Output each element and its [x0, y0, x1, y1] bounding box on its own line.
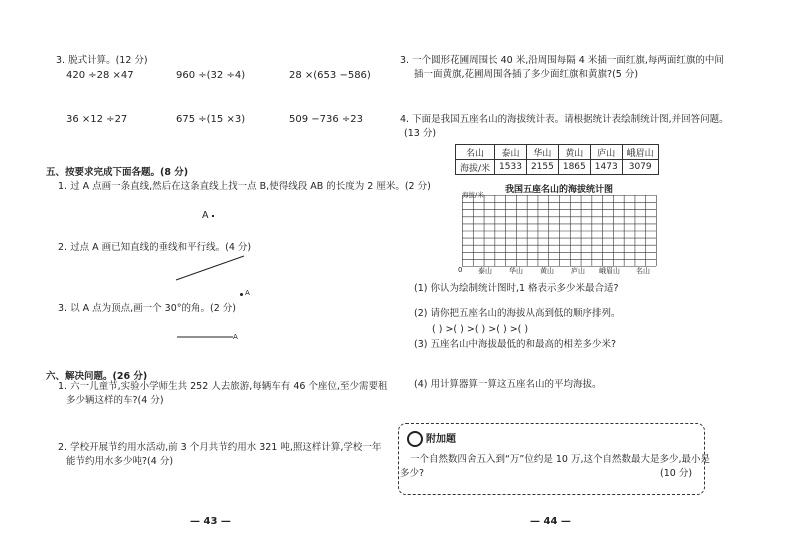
point-a-label: A — [202, 210, 209, 221]
r-q3-line1: 3. 一个圆形花圃周围长 40 米,沿周围每隔 4 米插一面红旗,每两面红旗的中间 — [400, 55, 724, 66]
q3-title: 3. 脱式计算。(12 分) — [56, 55, 148, 66]
table-cell: 泰山 — [495, 145, 527, 160]
section6-title: 六、解决问题。(26 分) — [46, 371, 148, 382]
page-number-left: — 43 — — [190, 516, 231, 527]
table-cell: 1473 — [590, 160, 622, 175]
point-a-dot — [212, 215, 214, 217]
table-cell: 名山 — [456, 145, 495, 160]
sub-q2-blanks: ( ) >( ) >( ) >( ) >( ) — [432, 324, 529, 335]
x-label-lushan: 庐山 — [571, 267, 585, 275]
appendix-line2: 多少? — [400, 468, 425, 479]
table-cell: 海拔/米 — [456, 160, 495, 175]
s6-q1-line2: 多少辆这样的车?(4 分) — [66, 395, 164, 406]
table-cell: 峨眉山 — [622, 145, 658, 160]
x-label-mingshan: 名山 — [636, 267, 650, 275]
calc-4: 36 ×12 ÷27 — [66, 114, 128, 125]
appendix-icon — [407, 431, 423, 447]
sub-q4: (4) 用计算器算一算这五座名山的平均海拔。 — [414, 379, 602, 390]
table-cell: 黄山 — [558, 145, 590, 160]
point-a-dot-2 — [240, 293, 243, 296]
calc-1: 420 ÷28 ×47 — [66, 70, 134, 81]
table-cell: 华山 — [526, 145, 558, 160]
s6-q1-line1: 1. 六一儿童节,实验小学师生共 252 人去旅游,每辆车有 46 个座位,至少需要租 — [58, 381, 388, 392]
sub-q2: (2) 请你把五座名山的海拔从高到低的顺序排列。 — [414, 308, 621, 319]
blank-grid — [462, 195, 657, 267]
chart-y-unit: 海拔/米 — [462, 191, 484, 199]
table-cell: 2155 — [526, 160, 558, 175]
x-label-huangshan: 黄山 — [540, 267, 554, 275]
s5-q2: 2. 过点 A 画已知直线的垂线和平行线。(4 分) — [58, 242, 252, 253]
page-number-right: — 44 — — [530, 516, 571, 527]
s6-q2-line2: 能节约用水多少吨?(4 分) — [66, 456, 174, 467]
calc-2: 960 ÷(32 ÷4) — [176, 70, 246, 81]
s5-q1: 1. 过 A 点画一条直线,然后在这条直线上找一点 B,使得线段 AB 的长度为 2 厘米。(2 分) — [58, 181, 431, 192]
x-label-emeishan: 峨眉山 — [599, 267, 620, 275]
ray-point-a: A — [233, 333, 238, 341]
sub-q1: (1) 你认为绘制统计图时,1 格表示多少米最合适? — [414, 283, 619, 294]
calc-5: 675 ÷(15 ×3) — [176, 114, 246, 125]
x-label-huashan: 华山 — [509, 267, 523, 275]
calc-6: 509 −736 ÷23 — [289, 114, 364, 125]
point-a-label-2: A — [245, 289, 250, 297]
r-q4-line2: (13 分) — [404, 128, 437, 139]
s5-q3: 3. 以 A 点为顶点,画一个 30°的角。(2 分) — [58, 303, 236, 314]
calc-3: 28 ×(653 −586) — [289, 70, 371, 81]
table-row — [456, 160, 659, 175]
table-cell: 1865 — [558, 160, 590, 175]
table-cell: 3079 — [622, 160, 658, 175]
appendix-score: (10 分) — [660, 468, 693, 479]
r-q4-line1: 4. 下面是我国五座名山的海拔统计表。请根据统计表绘制统计图,并回答问题。 — [400, 114, 729, 125]
table-cell: 1533 — [495, 160, 527, 175]
appendix-line1: 一个自然数四舍五入到“万”位约是 10 万,这个自然数最大是多少,最小是 — [410, 454, 711, 465]
table-cell: 庐山 — [590, 145, 622, 160]
table-header-row — [456, 145, 659, 160]
s6-q2-line1: 2. 学校开展节约用水活动,前 3 个月共节约用水 321 吨,照这样计算,学校一年 — [58, 442, 382, 453]
x-label-taishan: 泰山 — [478, 267, 492, 275]
appendix-badge — [407, 430, 456, 447]
altitude-table — [455, 144, 659, 175]
appendix-label: 附加题 — [426, 434, 456, 445]
section5-title: 五、按要求完成下面各题。(8 分) — [46, 167, 189, 178]
chart-title: 我国五座名山的海拔统计图 — [505, 185, 614, 195]
given-line — [170, 250, 260, 290]
sub-q3: (3) 五座名山中海拔最低的和最高的相差多少米? — [414, 339, 617, 350]
r-q3-line2: 插一面黄旗,花圃周围各插了多少面红旗和黄旗?(5 分) — [414, 69, 639, 80]
chart-origin: 0 — [458, 266, 463, 274]
